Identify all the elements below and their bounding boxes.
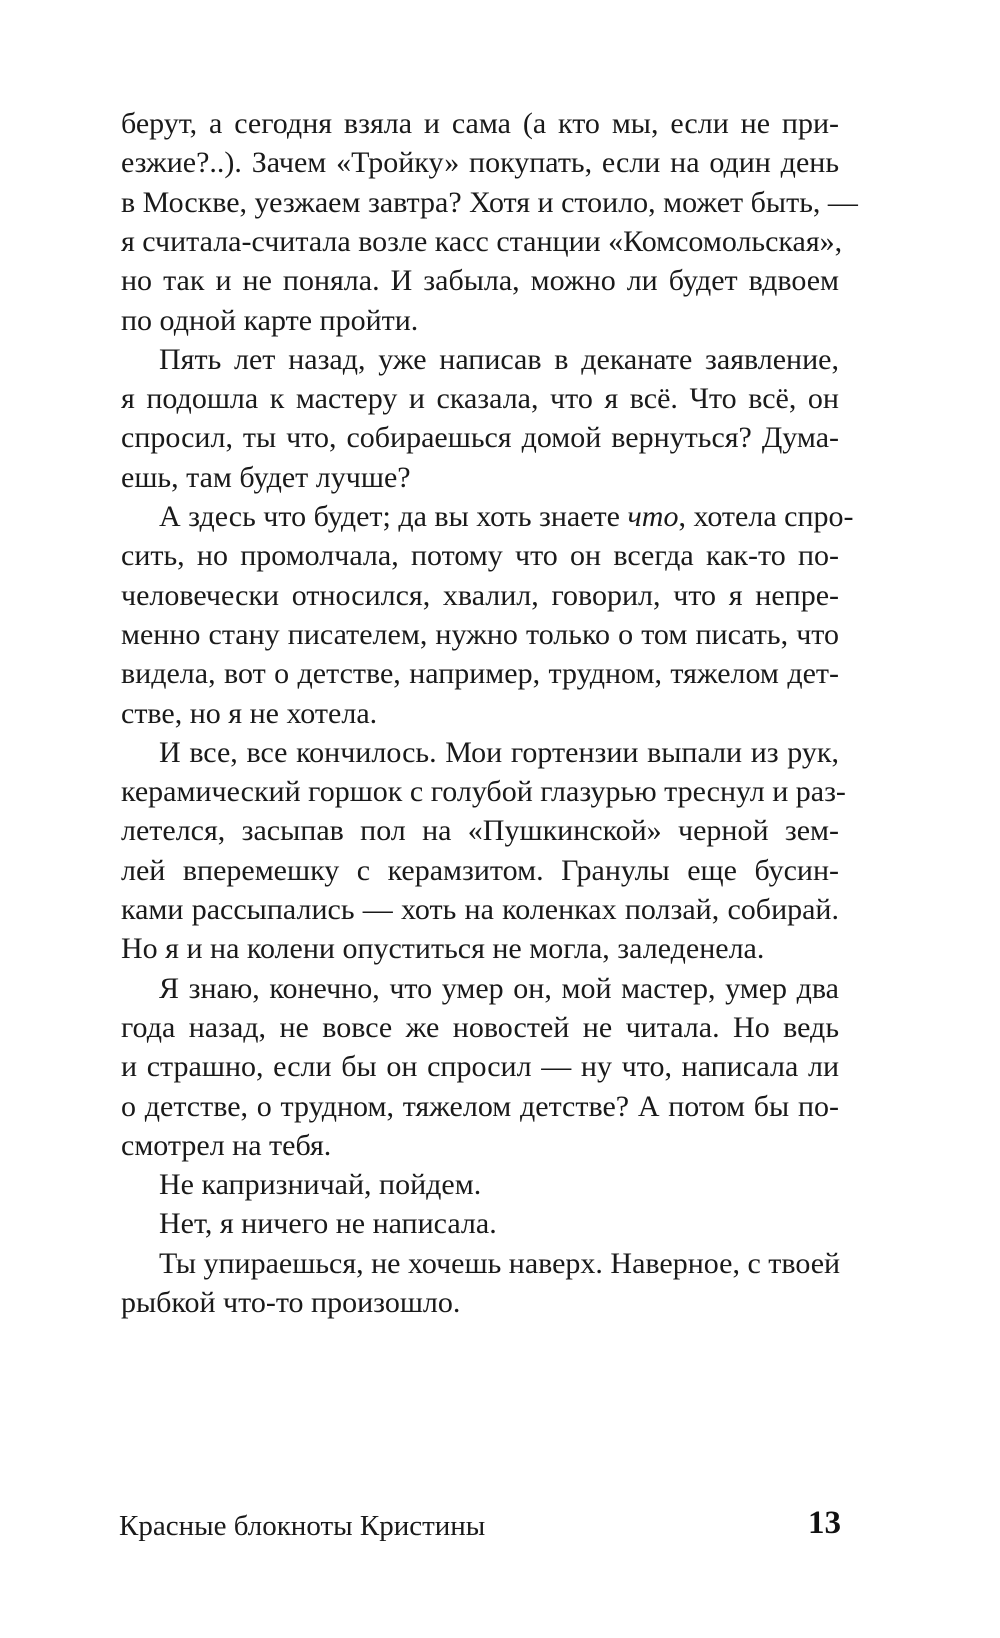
- text-line: берут, а сегодня взяла и сама (а кто мы, если не при-: [121, 107, 839, 140]
- text-line: Но я и на колени опуститься не могла, заледенела.: [121, 932, 765, 966]
- text-line: видела, вот о детстве, например, трудном, тяжелом дет-: [121, 657, 839, 691]
- text-line: стве, но я не хотела.: [121, 696, 378, 730]
- text-line: о детстве, о трудном, тяжелом детстве? А потом бы по-: [121, 1089, 839, 1123]
- text-line: ками рассыпались — хоть на коленках ползай, собирай.: [121, 893, 839, 926]
- text-line: но так и не поняла. И забыла, можно ли будет вдвоем: [121, 264, 839, 298]
- text-line: Я знаю, конечно, что умер он, мой мастер, умер два: [159, 971, 839, 1005]
- text-line: ешь, там будет лучше?: [121, 460, 411, 494]
- text-line: и страшно, если бы он спросил — ну что, написала ли: [121, 1050, 839, 1084]
- text-line: я подошла к мастеру и сказала, что я всё. Что всё, он: [121, 382, 839, 416]
- text-line: керамический горшок с голубой глазурью треснул и раз-: [121, 775, 846, 809]
- text-line: в Москве, уезжаем завтра? Хотя и стоило, может быть, —: [121, 185, 858, 219]
- text-line: рыбкой что-то произошло.: [121, 1286, 461, 1319]
- text-line: смотрел на тебя.: [121, 1128, 332, 1162]
- text-line: Не капризничай, пойдем.: [159, 1168, 482, 1202]
- text-line: спросил, ты что, собираешься домой вернуться? Дума-: [121, 421, 839, 455]
- text-line: года назад, не вовсе же новостей не читала. Но ведь: [121, 1010, 839, 1044]
- text-line: я считала-считала возле касс станции «Комсомольская»,: [121, 224, 843, 258]
- text-line: Нет, я ничего не написала.: [159, 1207, 497, 1241]
- text-line: Ты упираешься, не хочешь наверх. Наверное, с твоей: [159, 1246, 841, 1280]
- text-line: человечески относился, хвалил, говорил, что я непре-: [121, 578, 839, 612]
- text-line: Пять лет назад, уже написав в деканате заявление,: [159, 342, 839, 376]
- text-line: А здесь что будет; да вы хоть знаете что, хотела спро-: [159, 500, 854, 533]
- running-footer-title: Красные блокноты Кристины: [119, 1510, 486, 1542]
- page-number: 13: [808, 1505, 841, 1541]
- text-line: по одной карте пройти.: [121, 303, 419, 337]
- text-line: менно стану писателем, нужно только о том писать, что: [121, 617, 839, 651]
- text-line: летелся, засыпав пол на «Пушкинской» черной зем-: [121, 814, 839, 848]
- text-line: езжие?..). Зачем «Тройку» покупать, если на один день: [121, 146, 839, 180]
- text-line: лей вперемешку с керамзитом. Гранулы еще бусин-: [121, 853, 839, 887]
- text-line: сить, но промолчала, потому что он всегда как-то по-: [121, 539, 839, 573]
- text-line: И все, все кончилось. Мои гортензии выпали из рук,: [159, 735, 839, 769]
